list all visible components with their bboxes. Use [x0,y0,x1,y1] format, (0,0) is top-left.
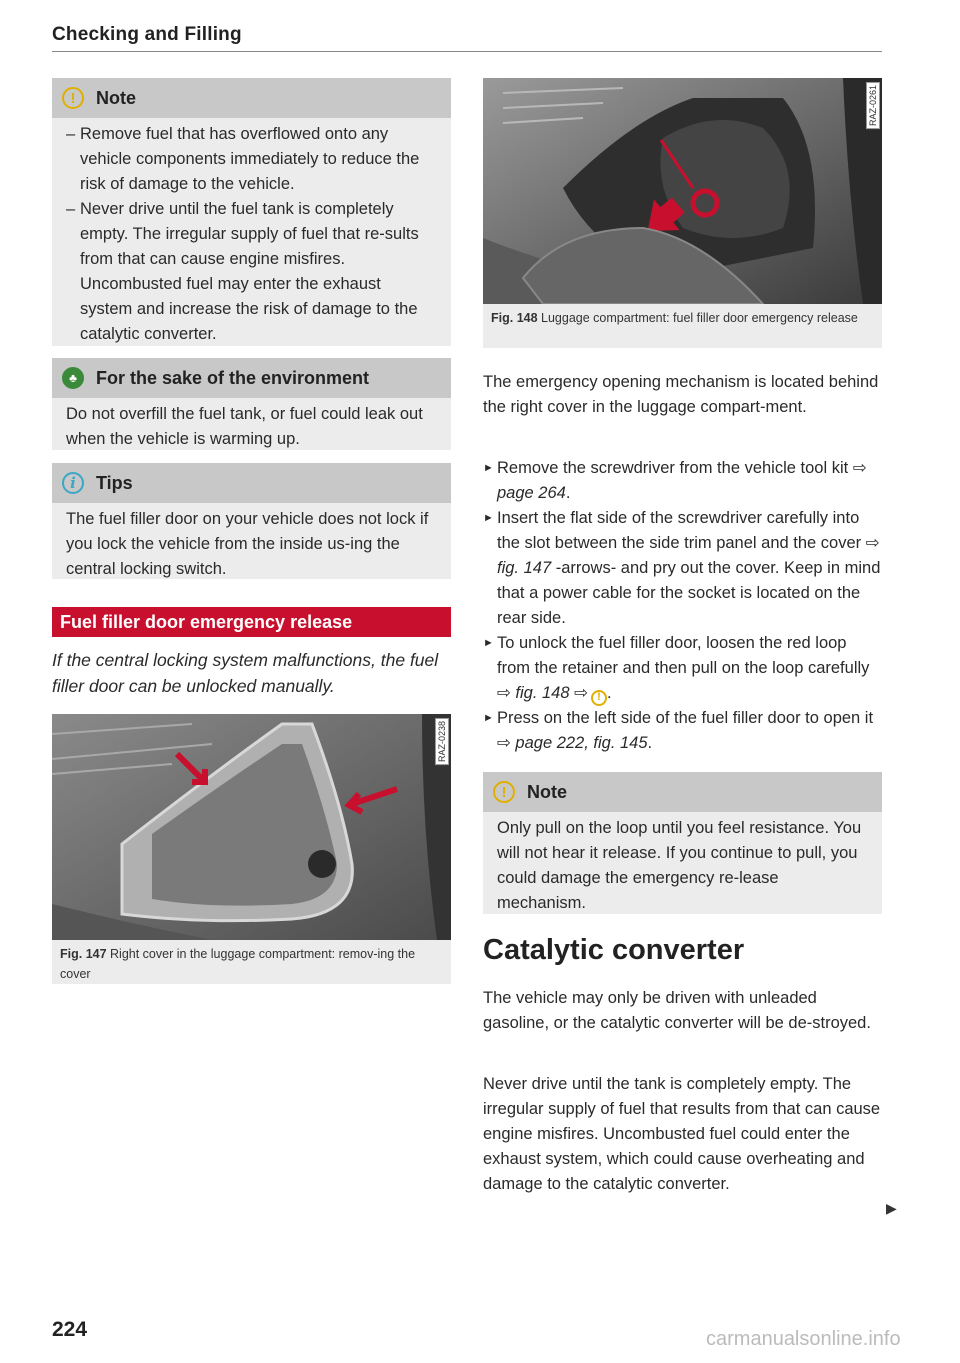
figure-reference-link[interactable]: ⇨ fig. 147 [497,534,880,577]
catalytic-converter-heading: Catalytic converter [483,934,745,966]
instruction-step-end: . [606,684,612,702]
figure-147-code: RAZ-0238 [435,718,449,765]
warning-circle-icon: ! [62,87,84,109]
tips-box-header [52,463,451,503]
figure-147-caption [52,940,451,988]
page-number: 224 [52,1318,88,1341]
environment-box [52,358,451,450]
figure-147-caption-text: Right cover in the luggage compartment: remov-ing the cover [60,947,416,981]
note-body [52,118,451,357]
catalytic-paragraph-1: The vehicle may only be driven with unleaded gasoline, or the catalytic converter will be de-stroyed. [483,989,871,1032]
instruction-list [483,456,882,756]
instruction-step [483,506,882,631]
environment-title: For the sake of the environment [96,367,370,388]
figure-148-code: RAZ-0261 [866,82,880,129]
page-reference-link[interactable]: ⇨ page 222, fig. 145 [497,734,648,752]
note-box [52,78,451,346]
instruction-step-text: Insert the flat side of the screwdriver carefully into the slot between the side trim panel and the cover [497,509,866,552]
environment-box-header [52,358,451,398]
environment-body: Do not overfill the fuel tank, or fuel could leak out when the vehicle is warming up. [66,405,423,448]
tips-title: Tips [96,472,133,493]
figure-147-label: Fig. 147 [60,947,107,961]
note-title: Note [96,87,136,108]
figure-147 [52,714,451,984]
figure-147-photo [52,714,451,940]
warning-ref-icon[interactable]: ! [591,690,607,706]
fuel-door-release-illustration [483,78,882,304]
tips-body: The fuel filler door on your vehicle does not lock if you lock the vehicle from the inside us-ing the central locking switch. [66,510,429,578]
leaf-circle-icon: ♣ [62,367,84,389]
instruction-step-end: . [647,734,653,752]
instruction-step [483,706,882,756]
note-item: – Remove fuel that has overflowed onto any vehicle components immediately to reduce the risk of damage to the vehicle. [66,122,437,197]
note-box-2-header [483,772,882,812]
info-circle-icon: i [62,472,84,494]
note-box-header [52,78,451,118]
catalytic-paragraph-2: Never drive until the tank is completely empty. The irregular supply of fuel that results from that can cause engine misfires. Uncombusted fuel could enter the exhaust system, which could cause overheating and damage to the catalytic converter. [483,1075,881,1193]
instruction-step-end: -arrows- and pry out the cover. Keep in mind that a power cable for the socket is located on the rear side. [497,559,881,627]
figure-reference-link[interactable]: ⇨ fig. 148 ⇨ [497,684,588,702]
figure-148-caption [483,304,882,332]
note-box-2 [483,772,882,914]
watermark: carmanualsonline.info [706,1328,901,1350]
tips-box [52,463,451,579]
instruction-step-text: Press on the left side of the fuel filler door to open it [497,709,874,727]
instruction-step-text: To unlock the fuel filler door, loosen the red loop from the retainer and then pull on the loop carefully [497,634,870,677]
note-2-body: Only pull on the loop until you feel resistance. You will not hear it release. If you continue to pull, you could damage the emergency re-lease mechanism. [497,819,862,912]
figure-148-caption-text: Luggage compartment: fuel filler door emergency release [541,311,858,325]
page-header-title: Checking and Filling [52,24,242,45]
figure-148 [483,78,882,348]
instruction-step [483,456,882,506]
header-divider [52,51,882,52]
figure-148-photo [483,78,882,304]
section-intro: If the central locking system malfunctions, the fuel filler door can be unlocked manually. [52,650,439,696]
instruction-step [483,631,882,706]
note-2-title: Note [527,781,567,802]
page-reference-link[interactable]: ⇨ page 264 [497,459,867,502]
note-item: – Never drive until the fuel tank is completely empty. The irregular supply of fuel that re-sults from that can cause engine misfires. Uncombusted fuel may enter the exhaust system and increase the risk of damage to the catalytic converter. [66,197,437,347]
section-heading: Fuel filler door emergency release [52,607,451,637]
luggage-cover-illustration [52,714,451,940]
continue-arrow-icon: ▶ [886,1200,897,1216]
instruction-step-text: Remove the screwdriver from the vehicle tool kit [497,459,853,477]
instruction-step-end: . [565,484,571,502]
emergency-mechanism-paragraph: The emergency opening mechanism is located behind the right cover in the luggage compart-ment. [483,373,879,416]
warning-circle-icon: ! [493,781,515,803]
figure-148-label: Fig. 148 [491,311,538,325]
